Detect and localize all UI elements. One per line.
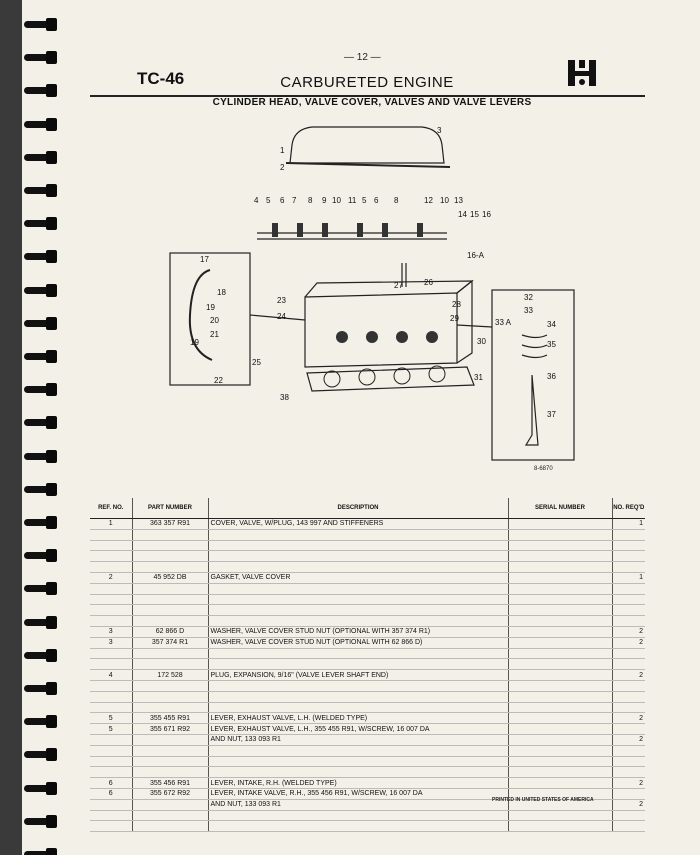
cell-no-reqd: 2: [612, 713, 645, 724]
binding-coil: [24, 782, 58, 795]
cell-ref-no: [90, 734, 132, 745]
cell-part-number: [132, 810, 208, 821]
cell-ref-no: [90, 767, 132, 778]
callout-label: 11: [348, 196, 357, 205]
table-row: [90, 519, 645, 530]
callout-label: 24: [277, 312, 286, 321]
cell-part-number: [132, 540, 208, 551]
callout-label: 18: [217, 288, 226, 297]
cell-description: [208, 562, 508, 573]
cell-part-number: 355 455 R91: [132, 713, 208, 724]
cell-ref-no: [90, 745, 132, 756]
cell-part-number: [132, 702, 208, 713]
cell-part-number: 172 528: [132, 670, 208, 681]
cell-part-number: 363 357 R91: [132, 519, 208, 530]
binding-coil: [24, 350, 58, 363]
cell-serial-number: [508, 821, 612, 832]
cell-part-number: [132, 680, 208, 691]
cell-part-number: 62 866 D: [132, 626, 208, 637]
callout-label: 17: [200, 255, 209, 264]
cell-ref-no: [90, 691, 132, 702]
callout-label: 34: [547, 320, 556, 329]
cell-description: LEVER, EXHAUST VALVE, L.H. (WELDED TYPE): [208, 713, 508, 724]
cell-serial-number: [508, 745, 612, 756]
callout-label: 28: [452, 300, 461, 309]
table-row: [90, 572, 645, 583]
cell-ref-no: [90, 583, 132, 594]
binding-coil: [24, 217, 58, 230]
cell-description: LEVER, INTAKE VALVE, R.H., 355 456 R91, W/SCREW, 16 007 DA: [208, 788, 508, 799]
cell-part-number: 355 672 R92: [132, 788, 208, 799]
cell-ref-no: [90, 594, 132, 605]
table-header-row: [90, 498, 645, 519]
binding-coil: [24, 118, 58, 131]
callout-label: 12: [424, 196, 433, 205]
cell-description: WASHER, VALVE COVER STUD NUT (OPTIONAL WITH 357 374 R1): [208, 626, 508, 637]
cell-ref-no: [90, 702, 132, 713]
cell-serial-number: [508, 691, 612, 702]
header-ref-no: REF. NO.: [90, 498, 132, 519]
cell-ref-no: [90, 680, 132, 691]
callout-label: 29: [450, 314, 459, 323]
cell-serial-number: [508, 637, 612, 648]
cell-part-number: 355 671 R92: [132, 724, 208, 735]
header-serial-number: SERIAL NUMBER: [508, 498, 612, 519]
cell-serial-number: [508, 713, 612, 724]
table-row: [90, 767, 645, 778]
callout-label: 16: [482, 210, 491, 219]
cell-description: AND NUT, 133 093 R1: [208, 799, 508, 810]
cell-ref-no: [90, 562, 132, 573]
table-row: [90, 562, 645, 573]
cell-description: WASHER, VALVE COVER STUD NUT (OPTIONAL WITH 62 866 D): [208, 637, 508, 648]
cell-serial-number: [508, 616, 612, 627]
callout-label: 7: [292, 196, 297, 205]
cell-no-reqd: [612, 788, 645, 799]
cell-part-number: [132, 605, 208, 616]
header-part-number: PART NUMBER: [132, 498, 208, 519]
binding-coil: [24, 848, 58, 855]
cell-no-reqd: [612, 767, 645, 778]
binding-coil: [24, 582, 58, 595]
cell-no-reqd: [612, 616, 645, 627]
cell-ref-no: 1: [90, 519, 132, 530]
ih-logo-icon: [567, 58, 597, 88]
binding-coil: [24, 317, 58, 330]
cell-no-reqd: [612, 529, 645, 540]
cell-description: [208, 756, 508, 767]
cell-ref-no: [90, 605, 132, 616]
cell-description: [208, 529, 508, 540]
callout-label: 15: [470, 210, 479, 219]
callout-label: 6: [374, 196, 379, 205]
callout-label: 31: [474, 373, 483, 382]
binding-coil: [24, 649, 58, 662]
cell-ref-no: [90, 756, 132, 767]
cell-ref-no: 6: [90, 788, 132, 799]
table-row: [90, 616, 645, 627]
cell-description: [208, 659, 508, 670]
cell-part-number: [132, 821, 208, 832]
table-row: [90, 745, 645, 756]
cell-no-reqd: [612, 702, 645, 713]
valve-cover: [290, 127, 444, 163]
cell-description: COVER, VALVE, W/PLUG, 143 997 AND STIFFENERS: [208, 519, 508, 530]
manual-code: TC-46: [137, 69, 185, 88]
cell-part-number: [132, 659, 208, 670]
callout-label: 23: [277, 296, 286, 305]
binding-coil: [24, 51, 58, 64]
cell-ref-no: [90, 659, 132, 670]
cell-serial-number: [508, 648, 612, 659]
cell-description: [208, 616, 508, 627]
callout-label: 32: [524, 293, 533, 302]
cell-part-number: 45 952 DB: [132, 572, 208, 583]
cell-description: [208, 821, 508, 832]
cell-no-reqd: [612, 562, 645, 573]
cell-ref-no: [90, 540, 132, 551]
cell-no-reqd: [612, 745, 645, 756]
cell-ref-no: 5: [90, 713, 132, 724]
binding-coil: [24, 151, 58, 164]
binding-coil: [24, 715, 58, 728]
callout-label: 33 A: [495, 318, 512, 327]
binding-coil: [24, 682, 58, 695]
binding-coil: [24, 416, 58, 429]
figure-id: 8-6870: [534, 466, 553, 472]
cell-part-number: [132, 799, 208, 810]
cell-ref-no: 2: [90, 572, 132, 583]
cell-no-reqd: 2: [612, 778, 645, 789]
cell-part-number: [132, 529, 208, 540]
cell-description: [208, 680, 508, 691]
cell-no-reqd: [612, 594, 645, 605]
cell-serial-number: [508, 670, 612, 681]
cell-no-reqd: [612, 821, 645, 832]
cell-description: LEVER, INTAKE, R.H. (WELDED TYPE): [208, 778, 508, 789]
callout-label: 5: [266, 196, 271, 205]
cell-serial-number: [508, 659, 612, 670]
cell-ref-no: 4: [90, 670, 132, 681]
callout-label: 4: [254, 196, 259, 205]
table-row: [90, 778, 645, 789]
cell-serial-number: [508, 767, 612, 778]
callout-label: 21: [210, 330, 219, 339]
callout-label: 35: [547, 340, 556, 349]
cell-serial-number: [508, 529, 612, 540]
cell-serial-number: [508, 778, 612, 789]
cell-description: [208, 583, 508, 594]
cell-serial-number: [508, 551, 612, 562]
cell-no-reqd: [612, 583, 645, 594]
cell-part-number: [132, 551, 208, 562]
cell-part-number: [132, 594, 208, 605]
cell-description: PLUG, EXPANSION, 9/16" (VALVE LEVER SHAFT END): [208, 670, 508, 681]
cell-description: [208, 767, 508, 778]
page-number: — 12 —: [344, 52, 381, 63]
cell-no-reqd: [612, 756, 645, 767]
cell-no-reqd: [612, 551, 645, 562]
callout-label: 10: [440, 196, 449, 205]
binding-coil: [24, 18, 58, 31]
cell-part-number: [132, 691, 208, 702]
callout-label: 20: [210, 316, 219, 325]
header-no-reqd: NO. REQ'D: [612, 498, 645, 519]
table-row: [90, 713, 645, 724]
binding-coil: [24, 383, 58, 396]
table-row: [90, 680, 645, 691]
cell-description: [208, 551, 508, 562]
cell-serial-number: [508, 594, 612, 605]
cell-description: LEVER, EXHAUST VALVE, L.H., 355 455 R91, W/SCREW, 16 007 DA: [208, 724, 508, 735]
cell-serial-number: [508, 583, 612, 594]
cell-no-reqd: [612, 605, 645, 616]
cell-serial-number: [508, 562, 612, 573]
binding-coil: [24, 616, 58, 629]
cell-serial-number: [508, 572, 612, 583]
callout-label: 36: [547, 372, 556, 381]
cell-ref-no: 3: [90, 626, 132, 637]
table-row: [90, 637, 645, 648]
callout-label: 25: [252, 358, 261, 367]
callout-label: 8: [394, 196, 399, 205]
cell-description: [208, 605, 508, 616]
cell-part-number: 355 456 R91: [132, 778, 208, 789]
callout-label: 3: [437, 126, 442, 135]
header-description: DESCRIPTION: [208, 498, 508, 519]
cell-part-number: 357 374 R1: [132, 637, 208, 648]
table-row: [90, 734, 645, 745]
cell-serial-number: [508, 605, 612, 616]
cell-no-reqd: [612, 648, 645, 659]
callout-label: 19: [206, 303, 215, 312]
cell-description: [208, 745, 508, 756]
page-title: CARBURETED ENGINE: [280, 74, 454, 91]
spiral-binding: [22, 0, 62, 855]
cell-no-reqd: [612, 659, 645, 670]
cell-description: [208, 810, 508, 821]
cell-part-number: [132, 583, 208, 594]
binding-coil: [24, 84, 58, 97]
valve-detail-box: [492, 290, 574, 460]
cell-no-reqd: 2: [612, 734, 645, 745]
table-row: [90, 529, 645, 540]
cell-serial-number: [508, 724, 612, 735]
callout-label: 26: [424, 278, 433, 287]
cell-ref-no: 3: [90, 637, 132, 648]
callout-label: 37: [547, 410, 556, 419]
binding-coil: [24, 516, 58, 529]
callout-label: 16-A: [467, 251, 484, 260]
manual-page: [22, 0, 700, 855]
callout-label: 5: [362, 196, 367, 205]
cell-no-reqd: [612, 540, 645, 551]
cell-description: [208, 648, 508, 659]
table-row: [90, 540, 645, 551]
table-row: [90, 691, 645, 702]
table-row: [90, 551, 645, 562]
cell-serial-number: [508, 702, 612, 713]
table-row: [90, 821, 645, 832]
binding-coil: [24, 748, 58, 761]
cell-no-reqd: 2: [612, 626, 645, 637]
cell-part-number: [132, 734, 208, 745]
table-row: [90, 648, 645, 659]
cell-ref-no: [90, 810, 132, 821]
cell-ref-no: [90, 529, 132, 540]
callout-label: 27: [394, 281, 403, 290]
callout-label: 14: [458, 210, 467, 219]
exploded-parts-diagram: [162, 115, 582, 475]
callout-label: 13: [454, 196, 463, 205]
callout-label: 33: [524, 306, 533, 315]
cell-ref-no: [90, 616, 132, 627]
cell-no-reqd: 2: [612, 670, 645, 681]
page-subtitle: CYLINDER HEAD, VALVE COVER, VALVES AND VALVE LEVERS: [212, 97, 532, 108]
binding-coil: [24, 450, 58, 463]
binding-coil: [24, 284, 58, 297]
callout-label: 9: [322, 196, 327, 205]
table-row: [90, 583, 645, 594]
cell-ref-no: [90, 821, 132, 832]
cell-description: [208, 540, 508, 551]
cell-serial-number: [508, 519, 612, 530]
callout-label: 2: [280, 163, 285, 172]
cell-ref-no: [90, 799, 132, 810]
binding-coil: [24, 815, 58, 828]
cylinder-head: [305, 293, 457, 367]
table-row: [90, 724, 645, 735]
callout-label: 6: [280, 196, 285, 205]
cell-ref-no: 6: [90, 778, 132, 789]
binding-coil: [24, 250, 58, 263]
cell-serial-number: [508, 756, 612, 767]
parts-table: [90, 498, 645, 832]
cell-part-number: [132, 745, 208, 756]
cell-no-reqd: [612, 680, 645, 691]
table-row: [90, 756, 645, 767]
cell-ref-no: 5: [90, 724, 132, 735]
cell-no-reqd: 2: [612, 637, 645, 648]
binding-coil: [24, 549, 58, 562]
callout-label: 1: [280, 146, 285, 155]
footer-text: PRINTED IN UNITED STATES OF AMERICA: [492, 797, 594, 803]
cell-no-reqd: [612, 810, 645, 821]
cell-no-reqd: 1: [612, 572, 645, 583]
cell-serial-number: [508, 540, 612, 551]
cell-ref-no: [90, 551, 132, 562]
cell-serial-number: [508, 810, 612, 821]
cell-description: [208, 691, 508, 702]
cell-no-reqd: 2: [612, 799, 645, 810]
table-row: [90, 626, 645, 637]
cell-part-number: [132, 648, 208, 659]
cell-description: AND NUT, 133 093 R1: [208, 734, 508, 745]
cell-serial-number: [508, 734, 612, 745]
table-row: [90, 659, 645, 670]
cell-part-number: [132, 756, 208, 767]
cell-no-reqd: 1: [612, 519, 645, 530]
table-row: [90, 605, 645, 616]
cell-part-number: [132, 562, 208, 573]
table-row: [90, 594, 645, 605]
callout-label: 19: [190, 338, 199, 347]
cell-serial-number: [508, 680, 612, 691]
callout-label: 10: [332, 196, 341, 205]
callout-label: 30: [477, 337, 486, 346]
table-row: [90, 702, 645, 713]
cell-description: [208, 702, 508, 713]
cell-ref-no: [90, 648, 132, 659]
cell-no-reqd: [612, 691, 645, 702]
table-row: [90, 810, 645, 821]
cell-part-number: [132, 616, 208, 627]
cell-part-number: [132, 767, 208, 778]
cell-description: GASKET, VALVE COVER: [208, 572, 508, 583]
cell-serial-number: [508, 626, 612, 637]
table-row: [90, 670, 645, 681]
cell-no-reqd: [612, 724, 645, 735]
callout-label: 22: [214, 376, 223, 385]
binding-coil: [24, 184, 58, 197]
callout-label: 38: [280, 393, 289, 402]
cell-description: [208, 594, 508, 605]
binding-coil: [24, 483, 58, 496]
callout-label: 8: [308, 196, 313, 205]
